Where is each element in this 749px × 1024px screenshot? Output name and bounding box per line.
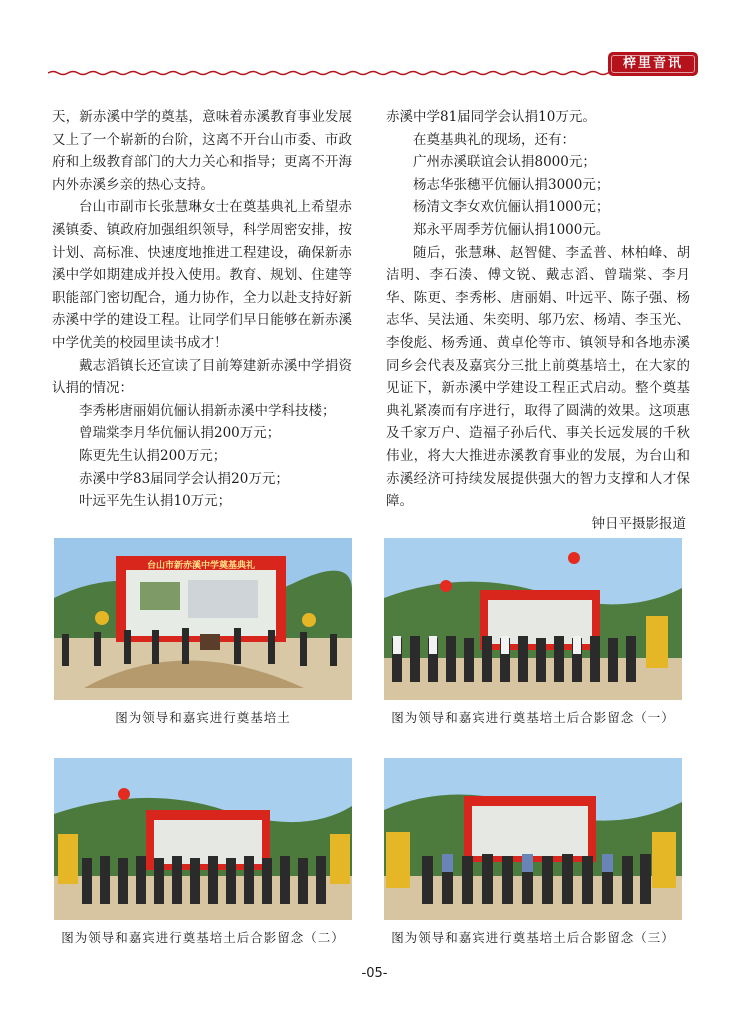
donation-item: 曾瑞棠李月华伉俪认捐200万元； — [79, 425, 281, 442]
article-right-column — [386, 106, 690, 535]
page-number: -05- — [361, 966, 388, 981]
donation-item: 陈更先生认捐200万元； — [79, 447, 227, 464]
donation-item: 杨志华张穗平伉俪认捐3000元； — [413, 176, 610, 193]
article-left-column — [52, 106, 352, 513]
photo-caption: 图为领导和嘉宾进行奠基培土后合影留念（二） — [61, 930, 345, 945]
paragraph: 在奠基典礼的现场，还有： — [413, 131, 575, 148]
header-wave-rule — [48, 70, 648, 76]
paragraph: 天，新赤溪中学的奠基，意味着赤溪教育事业发展又上了一个崭新的台阶，这离不开台山市委、市政府和上级教育部门的大力关心和指导；更离不开海内外赤溪乡亲的热心支持。 — [52, 109, 352, 193]
photo-group-three — [384, 758, 682, 920]
photo-banner: 台山市新赤溪中学奠基典礼 — [146, 561, 255, 571]
paragraph: 随后，张慧琳、赵智健、李孟普、林柏峰、胡洁明、李石湊、傅文锐、戴志滔、曾瑞棠、李月华、陈更、李秀彬、唐丽娟、叶远平、陈子强、杨志华、吴法通、朱奕明、邬乃宏、杨靖、李玉光、李俊彪、杨秀通、黄卓伦等市、镇领导和各地赤溪同乡会代表及嘉宾分三批上前奠基培土，在大家的见证下，新赤溪中学建设工程正式启动。整个奠基典礼紧凑而有序进行，取得了圆满的效果。这项惠及千家万户、造福子孙后代、事关长远发展的千秋伟业，将大大推进赤溪教育事业的发展，为台山和赤溪经济可持续发展提供强大的智力支撑和人才保障。 — [386, 244, 690, 510]
photo-group-one — [384, 538, 682, 700]
donation-item: 广州赤溪联谊会认捐8000元； — [413, 154, 596, 171]
photo-groundbreaking — [54, 538, 352, 700]
donation-item: 郑永平周季芳伉俪认捐1000元。 — [413, 221, 610, 238]
photo-caption: 图为领导和嘉宾进行奠基培土后合影留念（一） — [391, 710, 675, 725]
section-badge: 梓里音讯 — [608, 52, 698, 76]
donation-item: 赤溪中学81届同学会认捐10万元。 — [386, 109, 596, 125]
donation-item: 李秀彬唐丽娟伉俪认捐新赤溪中学科技楼； — [79, 402, 336, 419]
photo-caption: 图为领导和嘉宾进行奠基培土 — [115, 710, 291, 725]
paragraph: 戴志滔镇长还宣读了目前筹建新赤溪中学捐资认捐的情况： — [52, 357, 352, 397]
photo-caption: 图为领导和嘉宾进行奠基培土后合影留念（三） — [391, 930, 675, 945]
donation-item: 杨清文李女欢伉俪认捐1000元； — [413, 199, 610, 216]
photo-group-two — [54, 758, 352, 920]
donation-item: 赤溪中学83届同学会认捐20万元； — [79, 470, 289, 487]
photo-credit: 钟日平摄影报道 — [591, 515, 686, 532]
donation-item: 叶远平先生认捐10万元； — [79, 493, 232, 510]
paragraph: 台山市副市长张慧琳女士在奠基典礼上希望赤溪镇委、镇政府加强组织领导，科学周密安排，按计划、高标准、快速度地推进工程建设，确保新赤溪中学如期建成并投入使用。教育、规划、住建等职能部门密切配合，通力协作，全力以赴支持好新赤溪中学的建设工程。让同学们早日能够在新赤溪中学优美的校园里读书成才！ — [52, 199, 352, 351]
